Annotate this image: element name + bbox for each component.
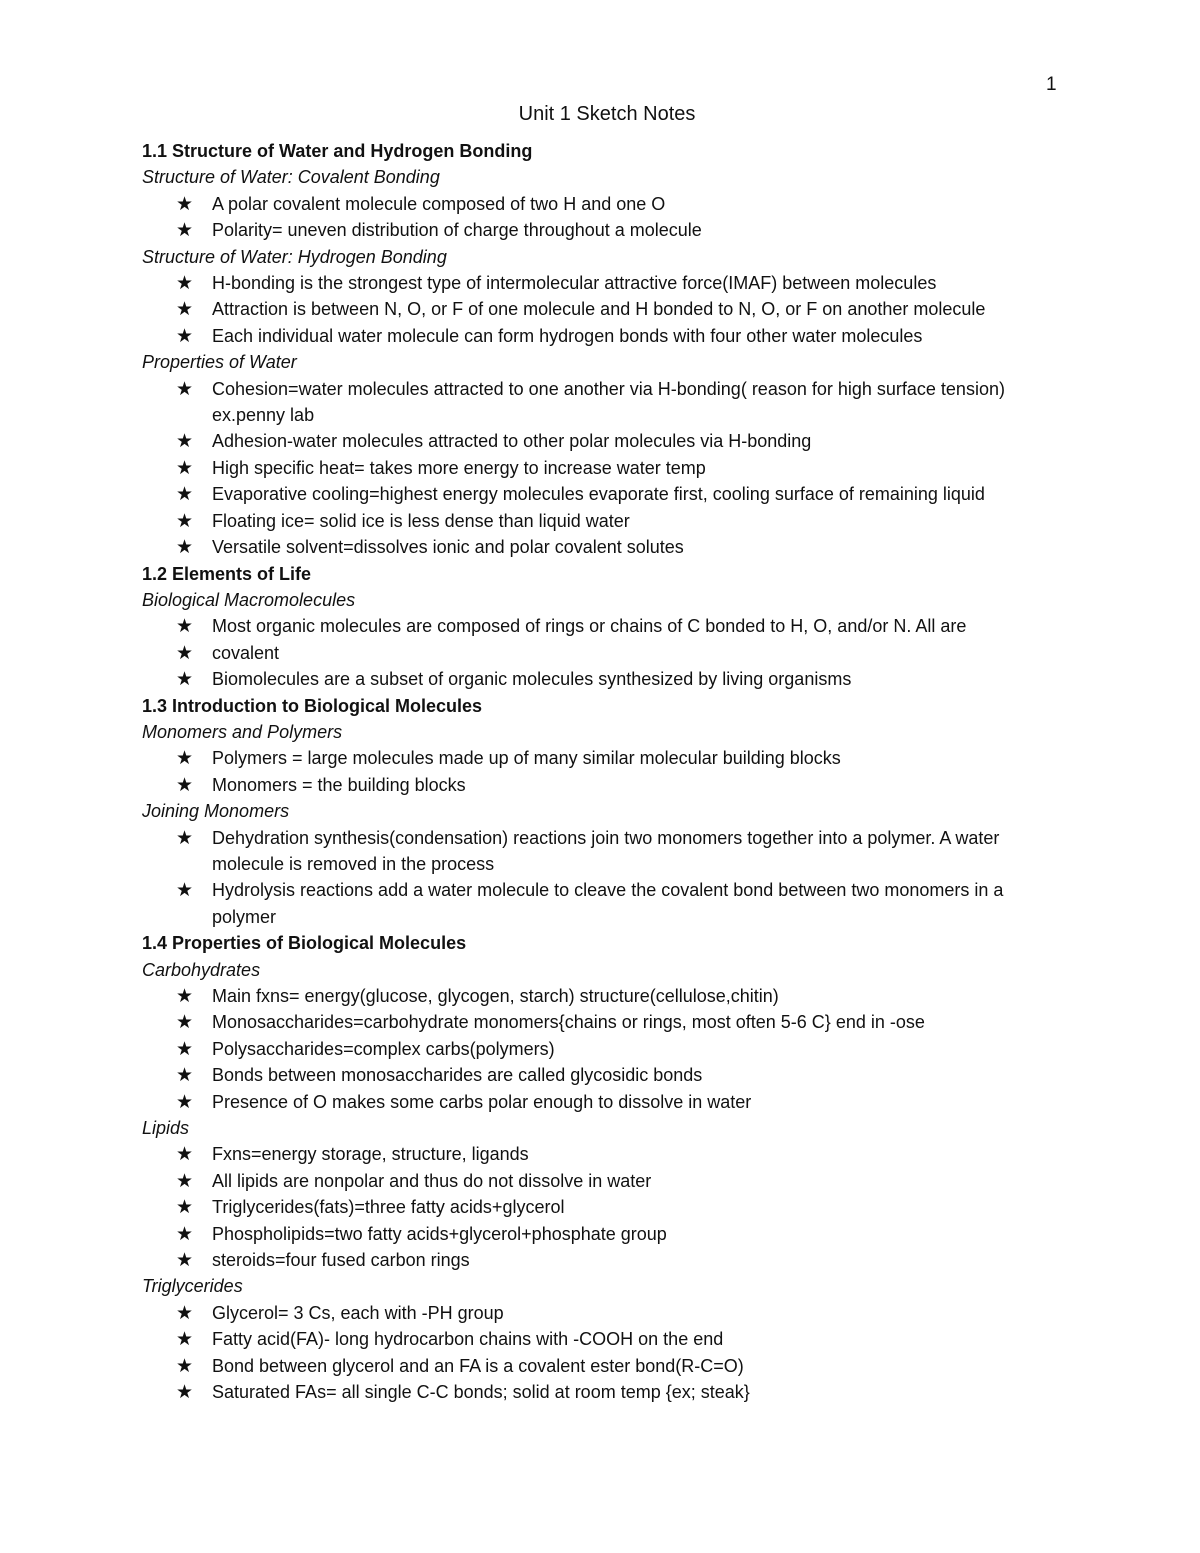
bullet-text: Hydrolysis reactions add a water molecule to cleave the covalent bond between two monomers in a polymer	[212, 880, 1004, 927]
star-bullet-icon: ★	[176, 641, 194, 664]
bullet-item	[142, 217, 1072, 243]
star-bullet-icon: ★	[176, 483, 194, 506]
bullet-text: Biomolecules are a subset of organic molecules synthesized by living organisms	[212, 669, 852, 690]
subheading: Lipids	[142, 1118, 190, 1139]
section-heading: 1.4 Properties of Biological Molecules	[142, 933, 467, 954]
bullet-text: Cohesion=water molecules attracted to one another via H-bonding( reason for high surface tension) ex.penny lab	[212, 378, 1005, 426]
bullet-item	[142, 191, 1072, 217]
subheading: Carbohydrates	[142, 959, 261, 980]
star-bullet-icon: ★	[176, 668, 194, 691]
subheading: Biological Macromolecules	[142, 589, 356, 610]
bullet-text: H-bonding is the strongest type of intermolecular attractive force(IMAF) between molecules	[212, 273, 937, 294]
bullet-item	[142, 508, 1072, 534]
bullet-item	[142, 1221, 1072, 1247]
star-bullet-icon: ★	[176, 1249, 194, 1272]
bullet-list	[142, 1300, 1072, 1406]
star-bullet-icon: ★	[176, 509, 194, 532]
bullet-item	[142, 1194, 1072, 1220]
star-bullet-icon: ★	[176, 1011, 194, 1034]
subheading: Joining Monomers	[142, 801, 290, 822]
star-bullet-icon: ★	[176, 430, 194, 453]
bullet-text: Evaporative cooling=highest energy molecules evaporate first, cooling surface of remaining liquid	[212, 484, 985, 505]
star-bullet-icon: ★	[176, 1301, 194, 1324]
bullet-text: Attraction is between N, O, or F of one molecule and H bonded to N, O, or F on another molecule	[212, 299, 986, 320]
bullet-item	[142, 1089, 1072, 1115]
bullet-item	[142, 666, 1072, 692]
star-bullet-icon: ★	[176, 1090, 194, 1113]
bullet-list	[142, 191, 1072, 244]
bullet-list	[142, 825, 1072, 931]
star-bullet-icon: ★	[176, 615, 194, 638]
star-bullet-icon: ★	[176, 324, 194, 347]
bullet-text: Adhesion-water molecules attracted to other polar molecules via H-bonding	[212, 431, 812, 452]
bullet-text: Fatty acid(FA)- long hydrocarbon chains with -COOH on the end	[212, 1329, 724, 1350]
bullet-text: Fxns=energy storage, structure, ligands	[212, 1144, 529, 1165]
subheading: Triglycerides	[142, 1276, 243, 1297]
bullet-item	[142, 1168, 1072, 1194]
bullet-text: Triglycerides(fats)=three fatty acids+glycerol	[212, 1197, 565, 1218]
bullet-item	[142, 772, 1072, 798]
bullet-item	[142, 1141, 1072, 1167]
bullet-text: Presence of O makes some carbs polar enough to dissolve in water	[212, 1091, 752, 1112]
page-number: 1	[1046, 74, 1057, 95]
star-bullet-icon: ★	[176, 377, 194, 400]
star-bullet-icon: ★	[176, 1143, 194, 1166]
star-bullet-icon: ★	[176, 536, 194, 559]
sections-container	[142, 138, 1072, 1406]
subheading: Properties of Water	[142, 352, 297, 373]
star-bullet-icon: ★	[176, 773, 194, 796]
bullet-text: Glycerol= 3 Cs, each with -PH group	[212, 1302, 504, 1323]
bullet-item	[142, 613, 1072, 639]
star-bullet-icon: ★	[176, 219, 194, 242]
bullet-text: Monomers = the building blocks	[212, 774, 466, 795]
bullet-list	[142, 376, 1072, 561]
bullet-item	[142, 1247, 1072, 1273]
star-bullet-icon: ★	[176, 1381, 194, 1404]
bullet-text: A polar covalent molecule composed of two H and one O	[212, 193, 666, 214]
bullet-item	[142, 1300, 1072, 1326]
star-bullet-icon: ★	[176, 1328, 194, 1351]
bullet-item	[142, 745, 1072, 771]
bullet-item	[142, 428, 1072, 454]
bullet-text: High specific heat= takes more energy to increase water temp	[212, 457, 706, 478]
star-bullet-icon: ★	[176, 879, 194, 902]
bullet-text: Phospholipids=two fatty acids+glycerol+phosphate group	[212, 1223, 667, 1244]
bullet-item	[142, 877, 1072, 930]
bullet-text: All lipids are nonpolar and thus do not dissolve in water	[212, 1170, 652, 1191]
bullet-item	[142, 481, 1072, 507]
bullet-item	[142, 1062, 1072, 1088]
bullet-item	[142, 1379, 1072, 1405]
bullet-list	[142, 270, 1072, 349]
subheading: Structure of Water: Covalent Bonding	[142, 167, 440, 188]
bullet-text: Bonds between monosaccharides are called glycosidic bonds	[212, 1065, 703, 1086]
subheading: Structure of Water: Hydrogen Bonding	[142, 246, 447, 267]
bullet-item	[142, 640, 1072, 666]
star-bullet-icon: ★	[176, 298, 194, 321]
document-body	[142, 100, 1072, 1406]
bullet-text: Dehydration synthesis(condensation) reactions join two monomers together into a polymer. A water molecule is removed in the process	[212, 827, 1000, 874]
section-heading: 1.1 Structure of Water and Hydrogen Bonding	[142, 141, 533, 161]
bullet-text: Floating ice= solid ice is less dense than liquid water	[212, 510, 630, 531]
star-bullet-icon: ★	[176, 1196, 194, 1219]
bullet-item	[142, 323, 1072, 349]
bullet-text: covalent	[212, 642, 280, 663]
star-bullet-icon: ★	[176, 1037, 194, 1060]
bullet-text: Each individual water molecule can form hydrogen bonds with four other water molecules	[212, 325, 923, 346]
bullet-item	[142, 1353, 1072, 1379]
subheading: Monomers and Polymers	[142, 721, 343, 742]
bullet-item	[142, 1009, 1072, 1035]
bullet-text: Monosaccharides=carbohydrate monomers{chains or rings, most often 5-6 C} end in -ose	[212, 1012, 925, 1033]
bullet-text: Most organic molecules are composed of rings or chains of C bonded to H, O, and/or N. All are	[212, 616, 967, 637]
star-bullet-icon: ★	[176, 272, 194, 295]
star-bullet-icon: ★	[176, 985, 194, 1007]
bullet-list	[142, 983, 1072, 1115]
bullet-item	[142, 376, 1072, 429]
bullet-item	[142, 1036, 1072, 1062]
bullet-item	[142, 455, 1072, 481]
bullet-item	[142, 270, 1072, 296]
bullet-item	[142, 825, 1072, 878]
document-title: Unit 1 Sketch Notes	[518, 103, 696, 125]
bullet-text: Bond between glycerol and an FA is a covalent ester bond(R-C=O)	[212, 1355, 744, 1376]
bullet-list	[142, 613, 1072, 692]
star-bullet-icon: ★	[176, 826, 194, 849]
bullet-item	[142, 534, 1072, 560]
star-bullet-icon: ★	[176, 747, 194, 770]
bullet-item	[142, 983, 1072, 1009]
star-bullet-icon: ★	[176, 1169, 194, 1192]
bullet-text: Saturated FAs= all single C-C bonds; solid at room temp {ex; steak}	[212, 1382, 750, 1403]
star-bullet-icon: ★	[176, 456, 194, 479]
star-bullet-icon: ★	[176, 192, 194, 215]
star-bullet-icon: ★	[176, 1222, 194, 1245]
star-bullet-icon: ★	[176, 1064, 194, 1087]
bullet-text: Polysaccharides=complex carbs(polymers)	[212, 1038, 555, 1059]
bullet-list	[142, 1141, 1072, 1273]
bullet-item	[142, 1326, 1072, 1352]
bullet-text: steroids=four fused carbon rings	[212, 1250, 470, 1271]
bullet-item	[142, 296, 1072, 322]
bullet-text: Polymers = large molecules made up of many similar molecular building blocks	[212, 748, 841, 769]
bullet-text: Polarity= uneven distribution of charge throughout a molecule	[212, 220, 702, 241]
section-heading: 1.3 Introduction to Biological Molecules	[142, 695, 483, 716]
section-heading: 1.2 Elements of Life	[142, 563, 312, 584]
star-bullet-icon: ★	[176, 1354, 194, 1377]
bullet-text: Main fxns= energy(glucose, glycogen, starch) structure(cellulose,chitin)	[212, 986, 779, 1006]
bullet-list	[142, 745, 1072, 798]
bullet-text: Versatile solvent=dissolves ionic and polar covalent solutes	[212, 537, 684, 558]
